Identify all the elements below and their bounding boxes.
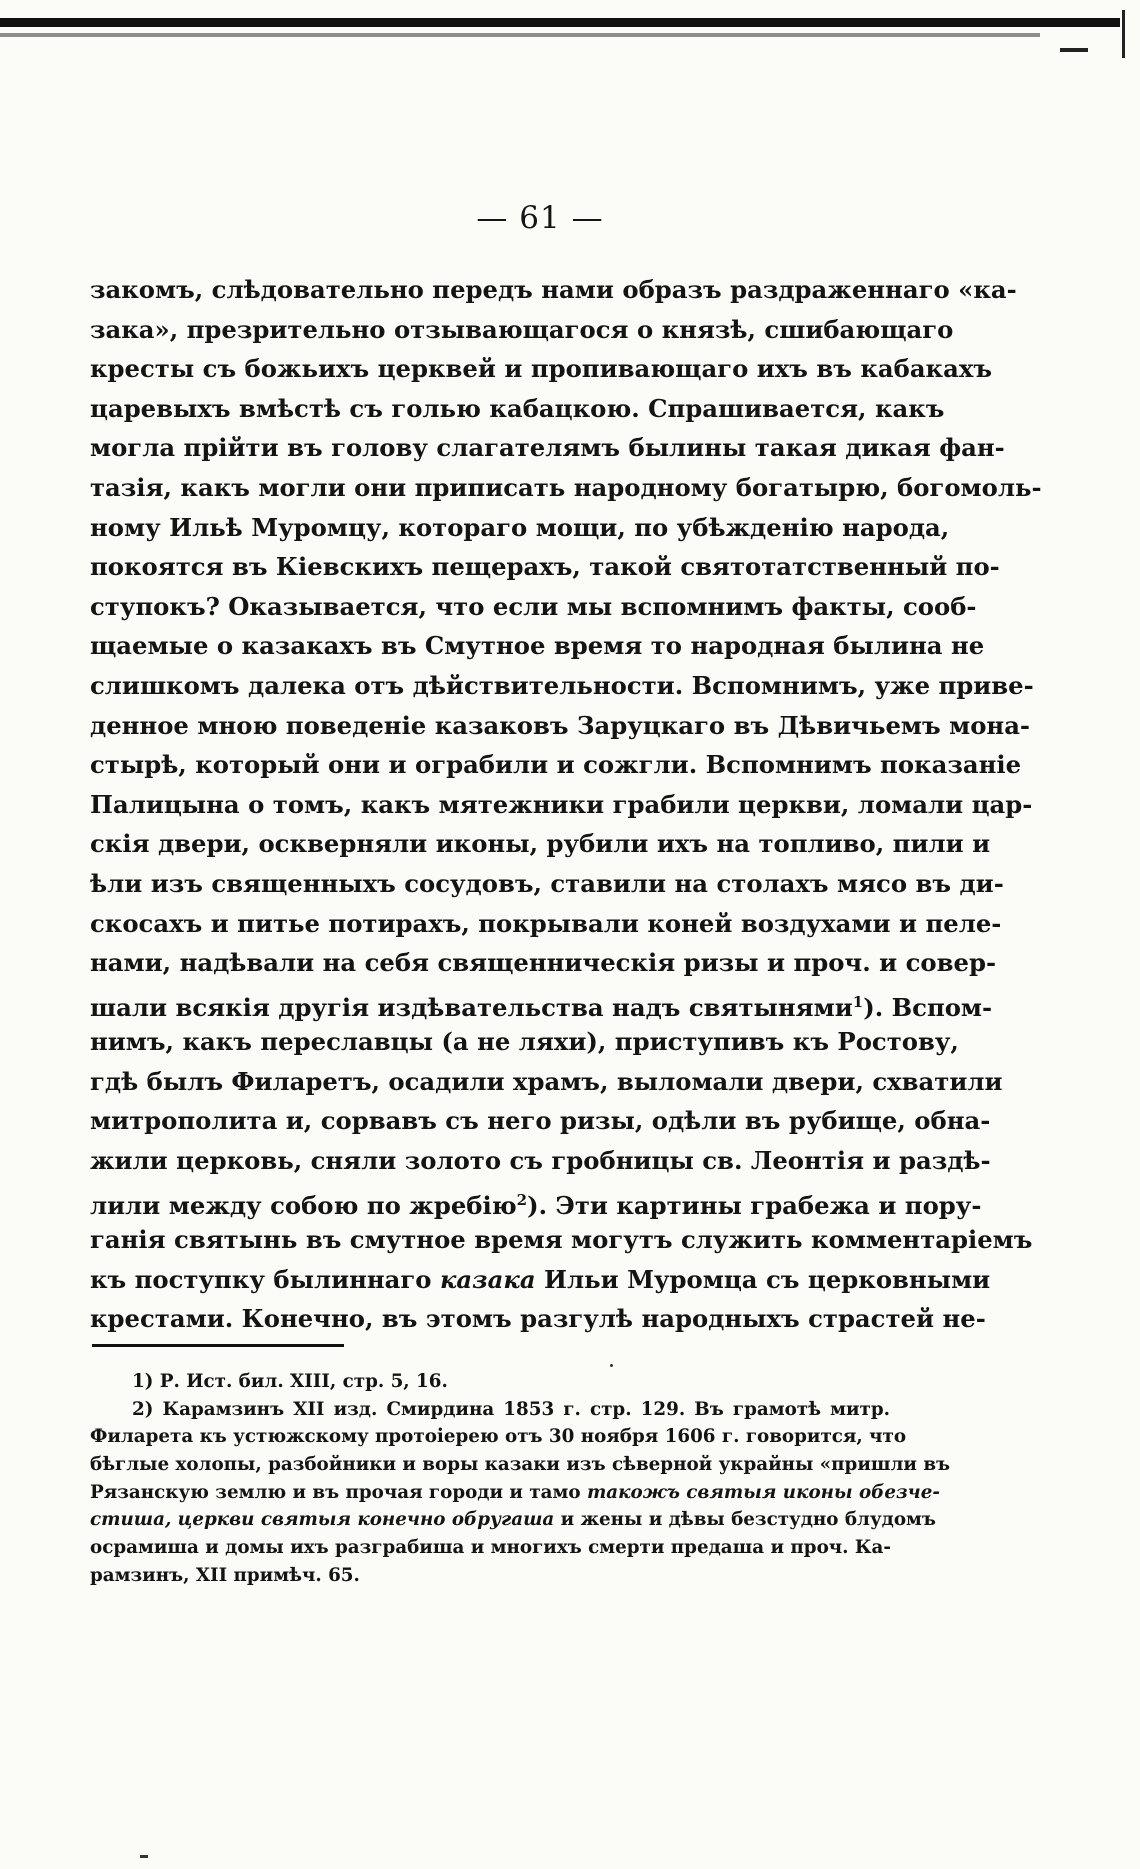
body-text-segment: шали всякія другія издѣвательства надъ святынями — [90, 992, 853, 1022]
footnote-italic-segment: стиша, церкви святыя конечно обругаша — [90, 1509, 555, 1531]
footnote-text-segment: и жены и дѣвы безстудно блудомъ — [554, 1509, 936, 1531]
body-line: гдѣ былъ Филаретъ, осадили храмъ, выломали двери, схватили — [90, 1066, 1003, 1096]
body-line: слишкомъ далека отъ дѣйствительности. Вспомнимъ, уже приве- — [90, 670, 1034, 700]
body-line: денное мною поведеніе казаковъ Заруцкаго въ Дѣвичьемъ мона- — [90, 710, 1031, 740]
body-line: скосахъ и питье потирахъ, покрывали коней воздухами и пеле- — [90, 908, 1002, 938]
italic-word: казака — [439, 1264, 536, 1294]
top-border-shadow — [0, 33, 1040, 37]
body-line: ступокъ? Оказывается, что если мы вспомнимъ факты, сооб- — [90, 591, 977, 621]
page-edge-mark — [1122, 10, 1125, 58]
body-line — [90, 1260, 991, 1300]
body-text-segment: ). Вспом- — [863, 992, 993, 1022]
footnote-ref-2: 2 — [516, 1190, 528, 1209]
bottom-scan-mark — [140, 1855, 148, 1858]
body-line: стырѣ, который они и ограбили и сожгли. Вспомнимъ показаніе — [90, 750, 1022, 780]
footnote-2-line — [90, 1506, 936, 1534]
body-line — [90, 1181, 982, 1221]
body-line: кресты съ божьихъ церквей и пропивающаго ихъ въ кабакахъ — [90, 354, 992, 384]
body-line: ганія святынь въ смутное время могутъ служить комментаріемъ — [90, 1225, 1033, 1255]
body-line: закомъ, слѣдовательно передъ нами образъ раздраженнаго «ка- — [90, 275, 1017, 304]
body-line: Палицына о томъ, какъ мятежники грабили церкви, ломали цар- — [90, 789, 1033, 819]
footnote-2-line — [90, 1479, 940, 1507]
body-line: царевыхъ вмѣстѣ съ голью кабацкою. Спрашивается, какъ — [90, 393, 945, 423]
footnote-separator — [92, 1344, 344, 1347]
footnote-2-line: 2) Карамзинъ XII изд. Смирдина 1853 г. стр. 129. Въ грамотѣ митр. — [132, 1398, 890, 1420]
body-line: скія двери, оскверняли иконы, рубили ихъ на топливо, пили и — [90, 829, 991, 859]
body-line: ному Ильѣ Муромцу, котораго мощи, по убѣжденію народа, — [90, 512, 950, 542]
footnote-text-segment: Рязанскую землю и въ прочая городи и тамо — [90, 1481, 581, 1503]
footnote-2-line: бѣглые холопы, разбойники и воры казаки изъ сѣверной украйны «пришли въ — [90, 1454, 951, 1476]
footnote-italic-segment: такожъ святыя иконы обезче- — [586, 1481, 940, 1503]
body-text-segment: къ поступку былиннаго — [90, 1264, 432, 1294]
scan-artifact-mark — [1060, 48, 1088, 52]
body-line: митрополита и, сорвавъ съ него ризы, одѣли въ рубище, обна- — [90, 1106, 991, 1136]
footnote-ref-1: 1 — [852, 992, 864, 1011]
footnote-1: 1) Р. Ист. бил. XIII, стр. 5, 16. — [132, 1371, 448, 1392]
body-line: щаемые о казакахъ въ Смутное время то народная былина не — [90, 631, 985, 661]
body-text-segment: лили между собою по жребію — [90, 1190, 517, 1220]
top-border-rule — [0, 18, 1120, 27]
body-line: тазія, какъ могли они приписать народному богатырю, богомоль- — [90, 472, 1042, 502]
footnotes — [90, 1368, 951, 1590]
body-text — [90, 270, 1042, 1339]
footnote-2-line: Филарета къ устюжскому протоіерею отъ 30 ноября 1606 г. говорится, что — [90, 1426, 907, 1448]
scan-speck — [610, 1364, 613, 1367]
body-text-segment: Ильи Муромца съ церковными — [535, 1264, 991, 1294]
body-line: жили церковь, сняли золото съ гробницы св. Леонтія и раздѣ- — [90, 1146, 991, 1176]
footnote-2-line: рамзинъ, XII примѣч. 65. — [90, 1564, 360, 1586]
body-line: крестами. Конечно, въ этомъ разгулѣ народныхъ страстей не- — [90, 1304, 986, 1334]
page-number: — 61 — — [476, 200, 604, 236]
body-line: ѣли изъ священныхъ сосудовъ, ставили на столахъ мясо въ ди- — [90, 868, 1004, 898]
body-line — [90, 983, 993, 1023]
body-line: нимъ, какъ переславцы (а не ляхи), приступивъ къ Ростову, — [90, 1027, 959, 1057]
body-line: могла прійти въ голову слагателямъ былины такая дикая фан- — [90, 433, 1005, 463]
body-line: зака», презрительно отзывающагося о князѣ, сшибающаго — [90, 314, 954, 344]
body-text-segment: ). Эти картины грабежа и пору- — [527, 1190, 982, 1220]
body-line: нами, надѣвали на себя священническія ризы и проч. и совер- — [90, 948, 997, 978]
body-line: покоятся въ Кіевскихъ пещерахъ, такой святотатственный по- — [90, 552, 1000, 582]
footnote-2-line: осрамиша и домы ихъ разграбиша и многихъ смерти предаша и проч. Ка- — [90, 1537, 891, 1559]
